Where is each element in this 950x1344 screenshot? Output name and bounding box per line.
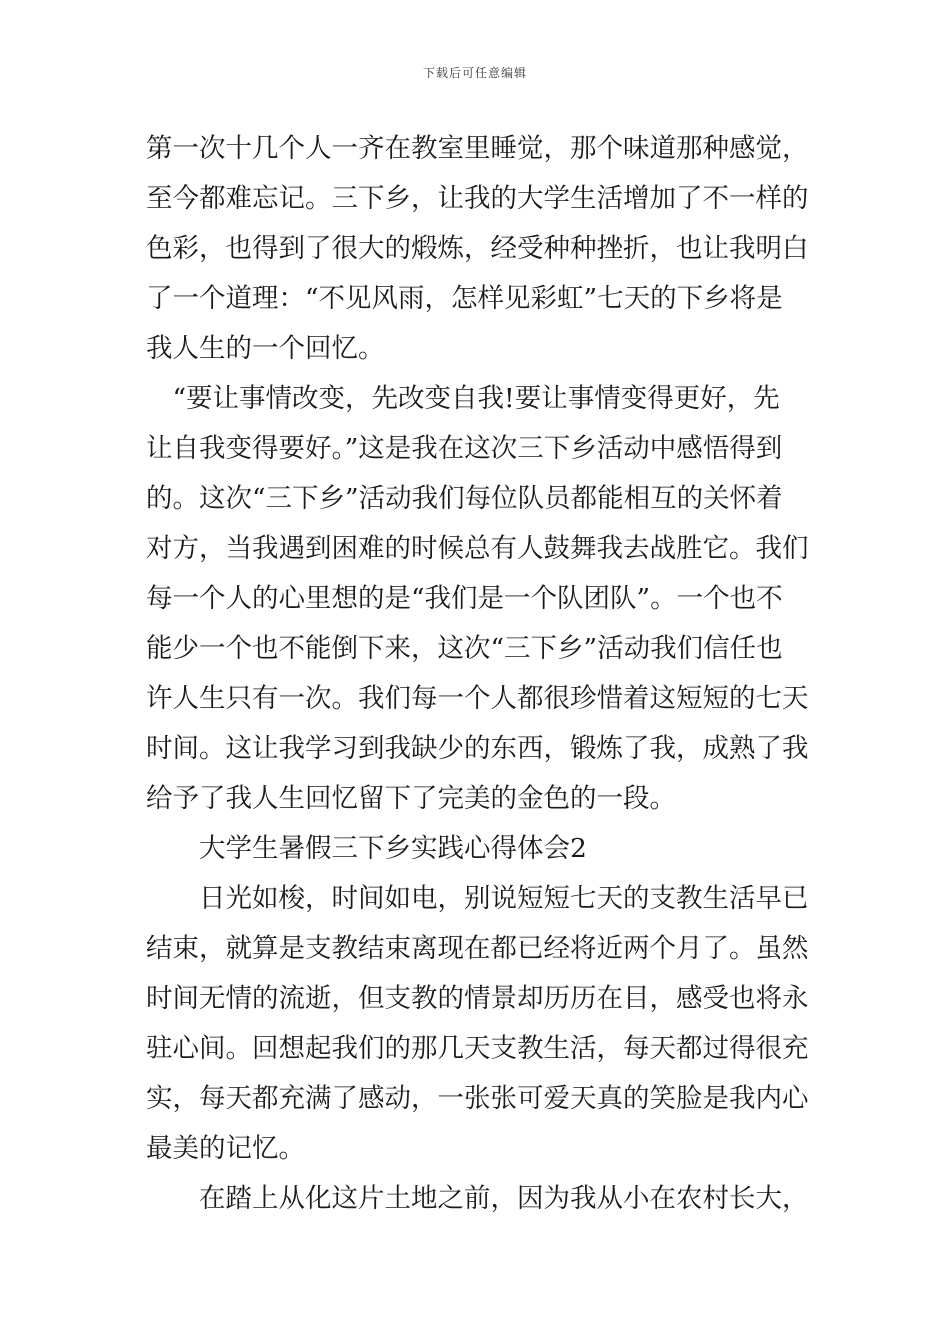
text-line: 结束，就算是支教结束离现在都已经将近两个月了。虽然 (146, 933, 809, 964)
text-line: “要让事情改变，先改变自我!要让事情变得更好，先 (146, 383, 780, 414)
text-line: 色彩，也得到了很大的煅炼，经受种种挫折，也让我明白 (146, 233, 809, 264)
text-line: 每一个人的心里想的是“我们是一个队团队”。一个也不 (146, 583, 783, 614)
text-line: 第一次十几个人一齐在教室里睡觉，那个味道那种感觉， (146, 133, 809, 164)
text-line: 日光如梭，时间如电，别说短短七天的支教生活早已 (146, 883, 809, 914)
text-line: 让自我变得要好。”这是我在这次三下乡活动中感悟得到 (146, 433, 783, 464)
text-line: 实，每天都充满了感动，一张张可爱天真的笑脸是我内心 (146, 1083, 809, 1114)
text-line: 在踏上从化这片土地之前，因为我从小在农村长大， (146, 1183, 809, 1214)
text-line: 驻心间。回想起我们的那几天支教生活，每天都过得很充 (146, 1033, 809, 1064)
text-line: 对方，当我遇到困难的时候总有人鼓舞我去战胜它。我们 (146, 533, 809, 564)
text-line: 的。这次“三下乡”活动我们每位队员都能相互的关怀着 (146, 483, 783, 514)
page-header: 下载后可任意编辑 (422, 66, 527, 80)
text-line: 能少一个也不能倒下来，这次“三下乡”活动我们信任也 (146, 633, 783, 664)
text-line: 我人生的一个回忆。 (146, 333, 385, 364)
document-body (146, 124, 810, 1224)
text-line: 最美的记忆。 (146, 1133, 305, 1164)
text-line: 了一个道理：“不见风雨，怎样见彩虹”七天的下乡将是 (146, 283, 783, 314)
text-line: 至今都难忘记。三下乡，让我的大学生活增加了不一样的 (146, 183, 809, 214)
text-line: 许人生只有一次。我们每一个人都很珍惜着这短短的七天 (146, 683, 809, 714)
section-heading: 大学生暑假三下乡实践心得体会2 (146, 833, 587, 864)
text-line: 时间无情的流逝，但支教的情景却历历在目，感受也将永 (146, 983, 809, 1014)
text-line: 给予了我人生回忆留下了完美的金色的一段。 (146, 783, 676, 814)
text-line: 时间。这让我学习到我缺少的东西，锻炼了我，成熟了我 (146, 733, 809, 764)
